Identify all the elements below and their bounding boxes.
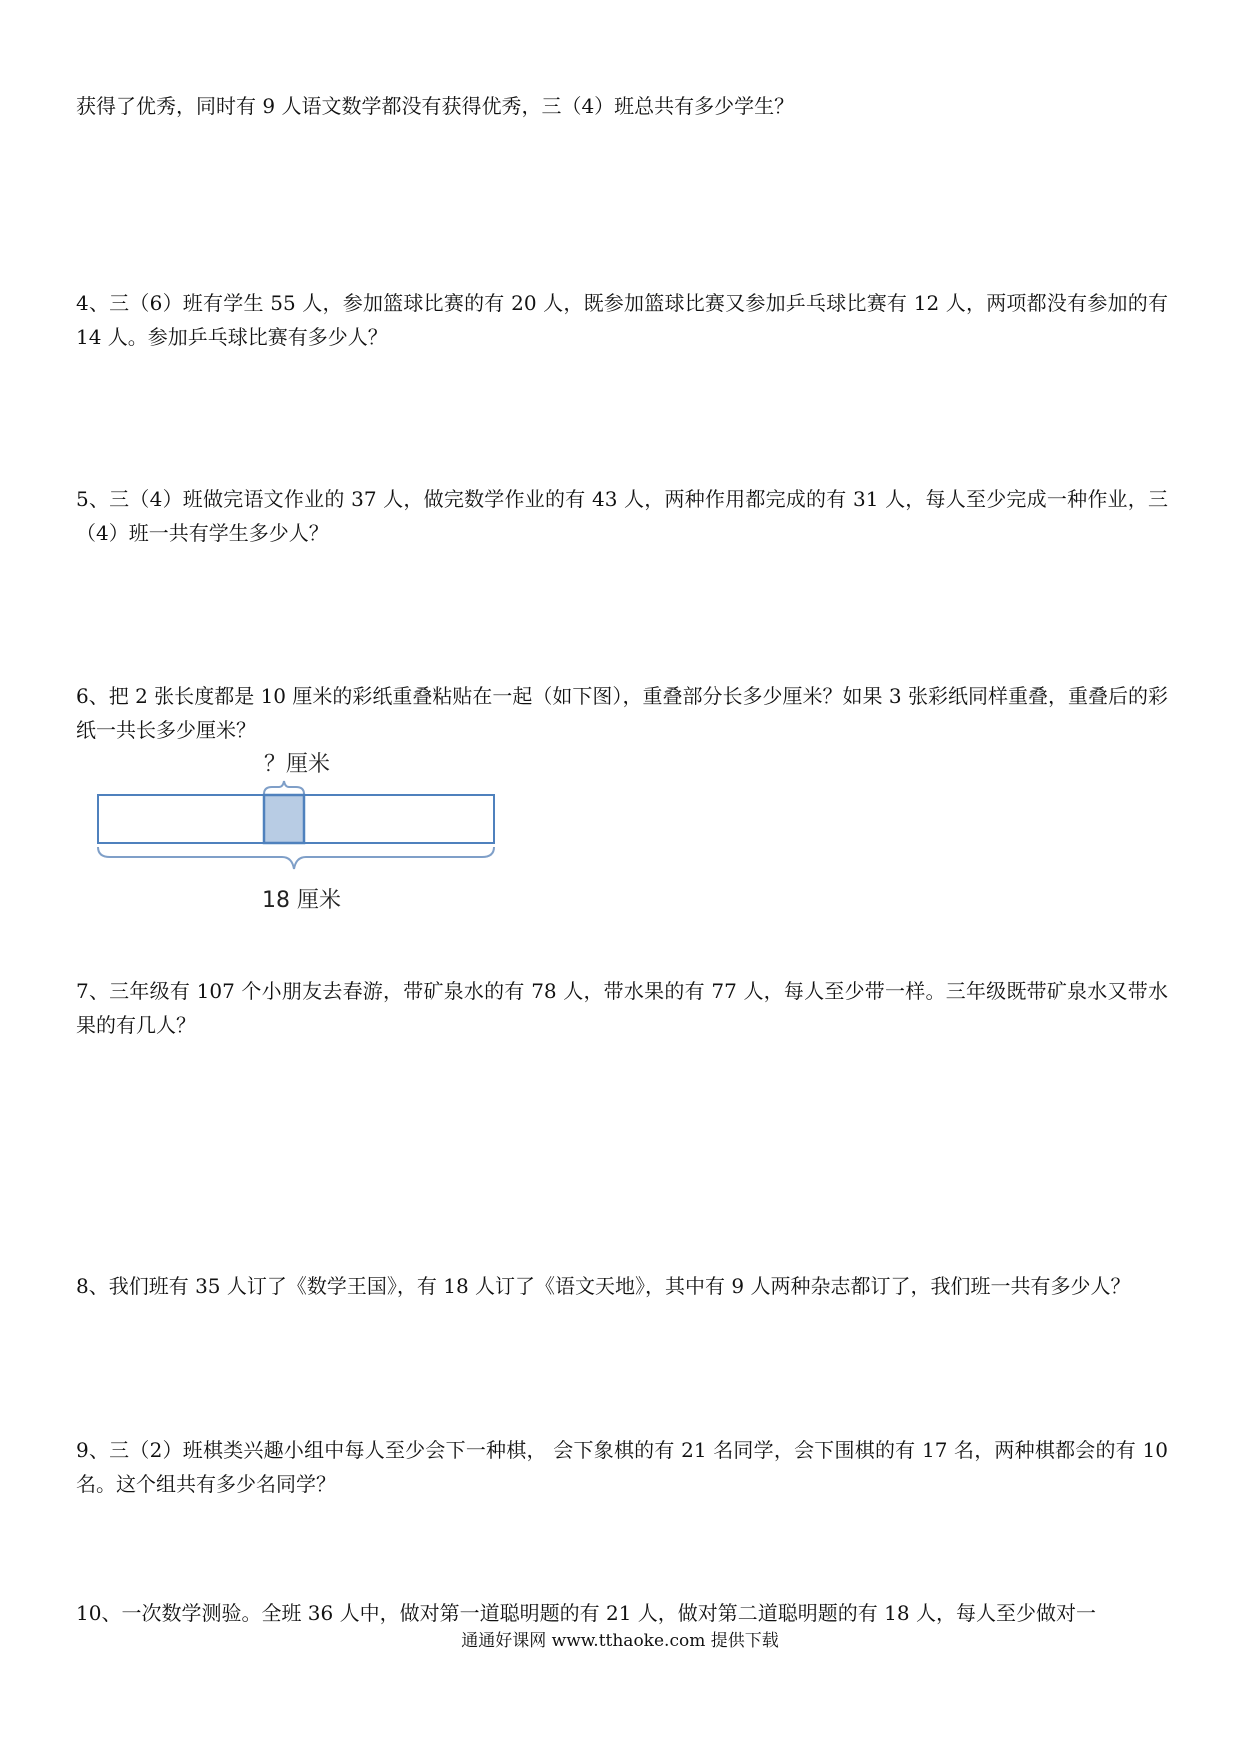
page-footer: 通通好课网 www.tthaoke.com 提供下载 bbox=[461, 1631, 779, 1651]
bottom-brace bbox=[98, 847, 494, 869]
question-10: 10、一次数学测验。全班 36 人中，做对第一道聪明题的有 21 人，做对第二道聪明题的有 18 人，每人至少做对一 bbox=[76, 1601, 1096, 1625]
question-9: 9、三（2）班棋类兴趣小组中每人至少会下一种棋， 会下象棋的有 21 名同学，会下围棋的有 17 名，两种棋都会的有 10 名。这个组共有多少名同学？ bbox=[76, 1438, 1168, 1496]
total-length-label: 18 厘米 bbox=[262, 888, 341, 913]
top-brace bbox=[264, 781, 304, 794]
question-7: 7、三年级有 107 个小朋友去春游，带矿泉水的有 78 人，带水果的有 77 人，每人至少带一样。三年级既带矿泉水又带水果的有几人？ bbox=[76, 979, 1168, 1037]
question-8: 8、我们班有 35 人订了《数学王国》，有 18 人订了《语文天地》，其中有 9 人两种杂志都订了，我们班一共有多少人？ bbox=[76, 1274, 1131, 1298]
question-3-continuation: 获得了优秀，同时有 9 人语文数学都没有获得优秀，三（4）班总共有多少学生？ bbox=[76, 94, 795, 118]
question-6: 6、把 2 张长度都是 10 厘米的彩纸重叠粘贴在一起（如下图），重叠部分长多少厘米？如果 3 张彩纸同样重叠，重叠后的彩纸一共长多少厘米？ bbox=[76, 684, 1168, 742]
overlap-length-label: ？厘米 bbox=[264, 752, 331, 777]
overlap-region bbox=[264, 795, 304, 843]
question-5: 5、三（4）班做完语文作业的 37 人，做完数学作业的有 43 人，两种作用都完成的有 31 人，每人至少完成一种作业，三（4）班一共有学生多少人？ bbox=[76, 487, 1168, 545]
overlap-strip-figure bbox=[96, 747, 496, 917]
question-4: 4、三（6）班有学生 55 人，参加篮球比赛的有 20 人，既参加篮球比赛又参加乒乓球比赛有 12 人，两项都没有参加的有 14 人。参加乒乓球比赛有多少人？ bbox=[76, 291, 1168, 349]
